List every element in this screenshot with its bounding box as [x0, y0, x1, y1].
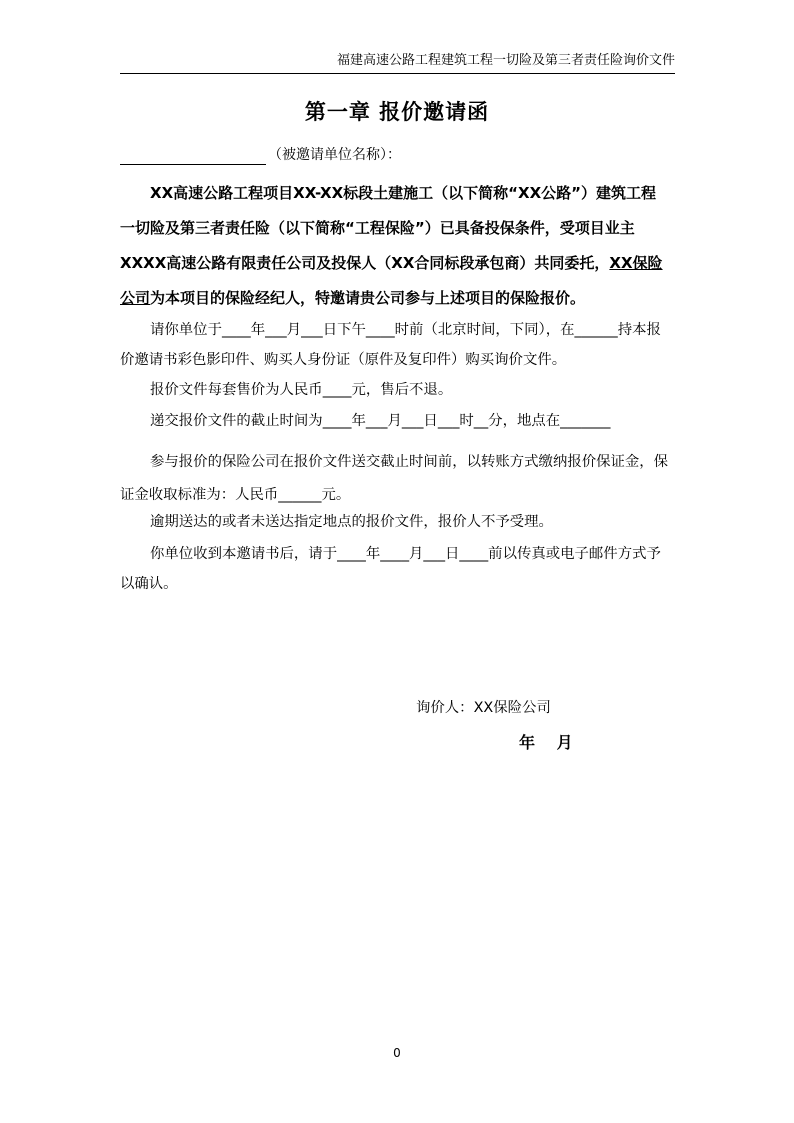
paragraph-price	[120, 375, 675, 405]
addressee-label: （被邀请单位名称）：	[268, 147, 401, 163]
paragraph-confirm-text: 你单位收到本邀请书后，请于____年____月___日____前以传真或电子邮件方式予以确认。	[120, 546, 661, 592]
running-header-text: 福建高速公路工程建筑工程一切险及第三者责任险询价文件	[336, 53, 675, 68]
paragraph-deadline	[120, 406, 675, 436]
inquirer-signature: 询价人：XX保险公司	[416, 700, 551, 716]
paragraph-late-text: 逾期送达的或者未送达指定地点的报价文件，报价人不予受理。	[150, 514, 553, 530]
paragraph-confirm	[120, 539, 675, 599]
paragraph-deposit-text: 参与报价的保险公司在报价文件送交截止时间前，以转账方式缴纳报价保证金，保证金收取标准为：人民币______元。	[120, 454, 669, 503]
addressee-blank	[120, 149, 266, 165]
signature-date: 年 月	[519, 733, 573, 752]
chapter-title: 第一章 报价邀请函	[304, 100, 490, 124]
paragraph-deposit	[120, 446, 675, 512]
paragraph-purchase	[120, 315, 675, 375]
paragraph-late	[120, 507, 675, 537]
paragraph-price-text: 报价文件每套售价为人民币____元，售后不退。	[150, 382, 453, 398]
paragraph-deadline-text: 递交报价文件的截止时间为____年___月___日___时__分，地点在_______	[150, 413, 611, 429]
addressee-line	[120, 145, 401, 165]
intro-paragraph	[120, 176, 668, 316]
page-number: 0	[393, 1046, 401, 1060]
intro-broker-name: XX保险公司	[120, 254, 663, 307]
intro-text-part2: 为本项目的保险经纪人，特邀请贵公司参与上述项目的保险报价。	[150, 289, 586, 307]
paragraph-purchase-text: 请你单位于____年___月___日下午____时前（北京时间，下同），在______持本报价邀请书彩色影印件、购买人身份证（原件及复印件）购买询价文件。	[120, 322, 661, 368]
intro-text-part1: XX高速公路工程项目XX-XX标段土建施工（以下简称“XX公路”）建筑工程一切险及第三者责任险（以下简称“工程保险”）已具备投保条件，受项目业主XXXX高速公路有限责任公司及投保人（XX合同标段承包商）共同委托，	[120, 184, 657, 272]
running-header	[120, 53, 675, 74]
